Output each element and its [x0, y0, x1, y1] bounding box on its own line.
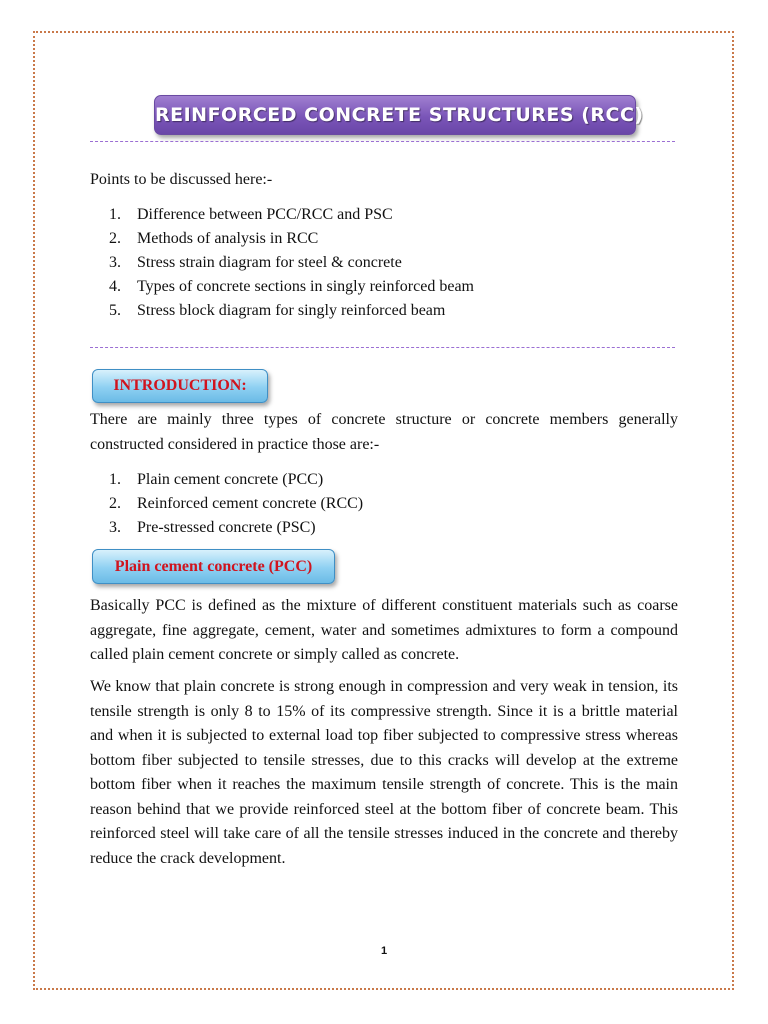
- points-list: [109, 203, 474, 323]
- divider-middle: [90, 347, 675, 348]
- concrete-types-list: [109, 468, 363, 540]
- list-item: 2. Reinforced cement concrete (RCC): [109, 495, 364, 512]
- pcc-paragraph-strength: We know that plain concrete is strong enough in compression and very weak in tension, its tensile strength is only 8 to 15% of its compressive strength. Since it is a brittle material and when it is subjected to external load top fiber subjected to compressive stress whereas bottom fiber subjected to tensile stresses, due to this cracks will develop at the extreme bottom fiber when it reaches the maximum tensile strength of concrete. This is the main reason behind that we provide reinforced steel at the bottom fiber of concrete beam. This reinforced steel will take care of all the tensile stresses induced in the concrete and thereby reduce the crack development.: [90, 678, 678, 867]
- points-intro: Points to be discussed here:-: [90, 171, 273, 188]
- list-item: 3. Stress strain diagram for steel & concrete: [109, 254, 402, 271]
- divider-top: [90, 141, 675, 142]
- page-number: 1: [380, 945, 388, 957]
- page-title: REINFORCED CONCRETE STRUCTURES (RCC): [154, 95, 636, 135]
- introduction-paragraph: There are mainly three types of concrete structure or concrete members generally constructed considered in practice those are:-: [90, 411, 678, 453]
- list-item: 1. Difference between PCC/RCC and PSC: [109, 206, 393, 223]
- list-item: 4. Types of concrete sections in singly reinforced beam: [109, 278, 474, 295]
- list-item: 1. Plain cement concrete (PCC): [109, 471, 324, 488]
- list-item: 3. Pre-stressed concrete (PSC): [109, 519, 316, 536]
- pcc-heading: Plain cement concrete (PCC): [92, 549, 335, 584]
- pcc-paragraph-definition: Basically PCC is defined as the mixture of different constituent materials such as coarse aggregate, fine aggregate, cement, water and sometimes admixtures to form a compound called plain cement concrete or simply called as concrete.: [90, 597, 678, 663]
- introduction-heading: INTRODUCTION:: [92, 369, 268, 403]
- list-item: 2. Methods of analysis in RCC: [109, 230, 319, 247]
- list-item: 5. Stress block diagram for singly reinforced beam: [109, 302, 446, 319]
